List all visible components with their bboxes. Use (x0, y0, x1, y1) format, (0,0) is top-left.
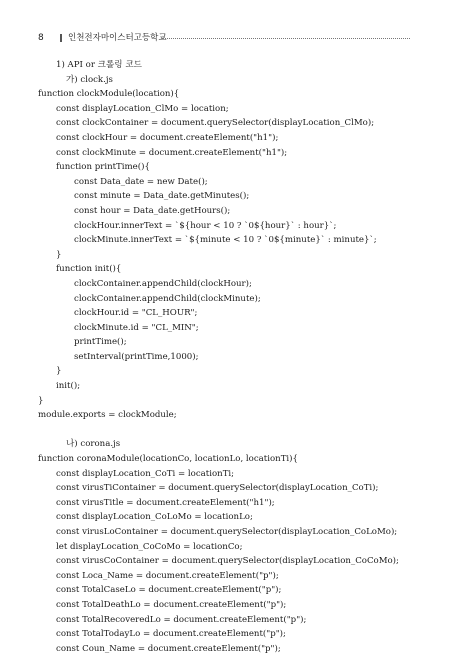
code-line: const TotalRecoveredLo = document.createElement("p"); (56, 614, 307, 625)
code-line: const virusCoContainer = document.querySelector(displayLocation_CoCoMo); (56, 556, 399, 567)
code-line: clockContainer.appendChild(clockMinute); (74, 293, 261, 304)
code-line: const TotalTodayLo = document.createElement("p"); (56, 629, 286, 640)
code-line: function printTime(){ (56, 162, 150, 173)
code-line: const Data_date = new Date(); (74, 176, 208, 187)
document-body (38, 58, 418, 656)
code-line: } (38, 395, 44, 406)
code-line: clockMinute.id = "CL_MIN"; (74, 322, 199, 333)
code-line: } (56, 249, 62, 260)
code-line: const TotalCaseLo = document.createElement("p"); (56, 585, 282, 596)
code-line: function clockModule(location){ (38, 89, 180, 100)
code-line: const TotalDeathLo = document.createElement("p"); (56, 599, 287, 610)
code-line: clockHour.innerText = `${hour < 10 ? `0${hour}` : hour}`; (74, 220, 337, 231)
file-heading-clock: 가) clock.js (66, 74, 113, 85)
code-line: let displayLocation_CoCoMo = locationCo; (56, 541, 243, 552)
code-block-clock (38, 87, 418, 423)
code-line: const clockContainer = document.querySelector(displayLocation_ClMo); (56, 118, 375, 129)
header-divider-bar (60, 34, 62, 42)
code-line: const virusTitle = document.createElement("h1"); (56, 497, 275, 508)
header-dotted-rule (162, 38, 410, 39)
code-line: setInterval(printTime,1000); (74, 351, 199, 362)
code-line: const clockHour = document.createElement("h1"); (56, 132, 279, 143)
page-number: 8 (38, 33, 44, 43)
spacer (38, 423, 418, 438)
code-line: function init(){ (56, 264, 122, 275)
section-heading: 1) API or 크롤링 코드 (56, 60, 142, 70)
code-line: init(); (56, 381, 81, 392)
code-line: const displayLocation_CoTi = locationTi; (56, 468, 235, 479)
code-line: clockContainer.appendChild(clockHour); (74, 278, 252, 289)
code-line: module.exports = clockModule; (38, 410, 177, 421)
file-heading-corona: 나) corona.js (66, 439, 121, 450)
code-line: const Loca_Name = document.createElement("p"); (56, 570, 279, 581)
code-line: const displayLocation_CoLoMo = locationLo; (56, 512, 253, 523)
code-line: const Coun_Name = document.createElement("p"); (56, 643, 281, 654)
code-line: clockHour.id = "CL_HOUR"; (74, 308, 198, 319)
school-name: 인천전자마이스터고등학교 (68, 33, 167, 43)
code-block-corona (38, 452, 418, 656)
code-line: const hour = Data_date.getHours(); (74, 205, 231, 216)
code-line: const clockMinute = document.createElement("h1"); (56, 147, 288, 158)
code-line: function coronaModule(locationCo, locationLo, locationTi){ (38, 454, 298, 465)
code-line: clockMinute.innerText = `${minute < 10 ? `0${minute}` : minute}`; (74, 235, 377, 246)
code-line: const virusTiContainer = document.querySelector(displayLocation_CoTi); (56, 483, 379, 494)
code-line: } (56, 366, 62, 377)
code-line: const virusLoContainer = document.querySelector(displayLocation_CoLoMo); (56, 527, 398, 537)
code-line: const displayLocation_ClMo = location; (56, 103, 229, 114)
code-line: const minute = Data_date.getMinutes(); (74, 191, 250, 202)
page-header (38, 30, 410, 46)
code-line: printTime(); (74, 337, 127, 348)
